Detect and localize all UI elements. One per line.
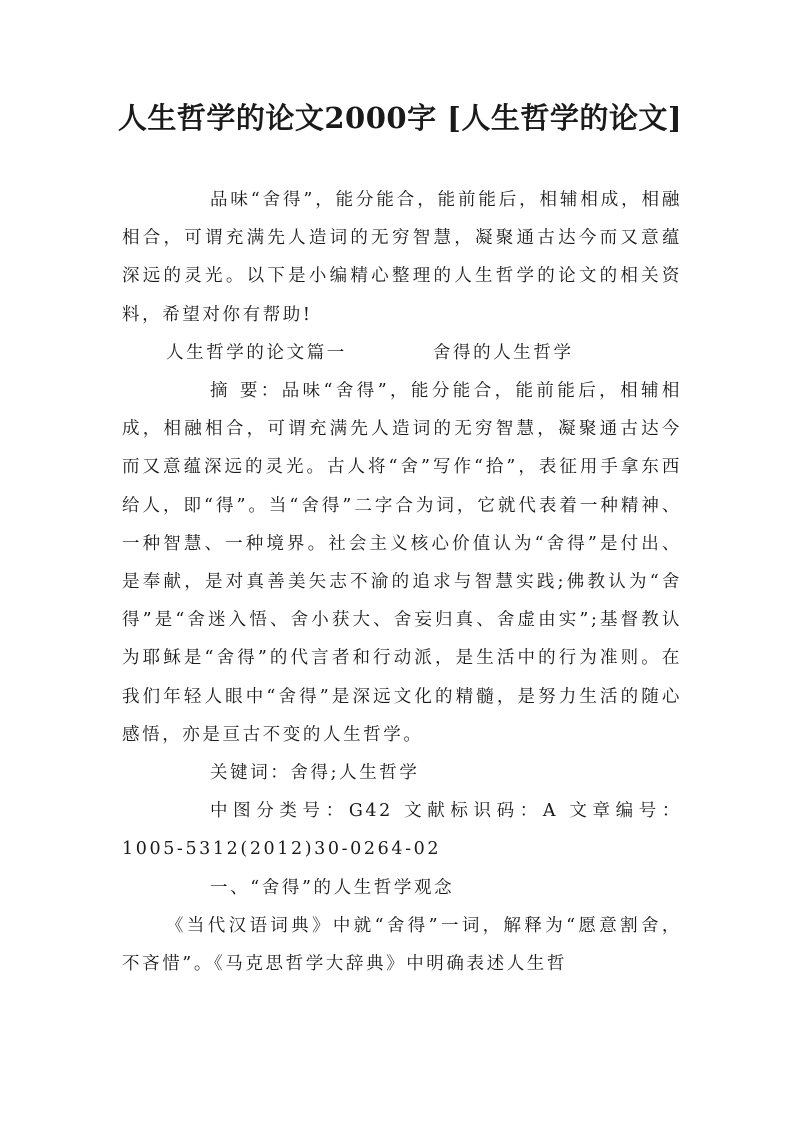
document-body bbox=[122, 181, 682, 983]
classification-line: 中图分类号：G42 文献标识码：A 文章编号：1005-5312(2012)30-0264-02 bbox=[122, 801, 682, 860]
abstract-paragraph: 摘 要：品味“舍得”，能分能合，能前能后，相辅相成，相融相合，可谓充满先人造词的无穷智慧，凝聚通古达今而又意蕴深远的灵光。古人将“舍”写作“拾”，表征用手拿东西给人，即“得”。当“舍得”二字合为词，它就代表着一种精神、一种智慧、一种境界。社会主义核心价值认为“舍得”是付出、是奉献，是对真善美矢志不渝的追求与智慧实践;佛教认为“舍得”是“舍迷入悟、舍小获大、舍妄归真、舍虚由实”;基督教认为耶稣是“舍得”的代言者和行动派，是生活中的行为准则。在我们年轻人眼中“舍得”是深远文化的精髓，是努力生活的随心感悟，亦是亘古不变的人生哲学。 bbox=[122, 381, 682, 745]
document-title: 人生哲学的论文2000字 [人生哲学的论文] bbox=[117, 101, 683, 135]
keywords-line: 关键词：舍得;人生哲学 bbox=[210, 763, 420, 784]
subheading-1: 一、“舍得”的人生哲学观念 bbox=[210, 877, 455, 898]
heading-gap bbox=[347, 334, 433, 372]
intro-paragraph: 品味“舍得”，能分能合，能前能后，相辅相成，相融相合，可谓充满先人造词的无穷智慧，凝聚通古达今而又意蕴深远的灵光。以下是小编精心整理的人生哲学的论文的相关资料，希望对你有帮助! bbox=[122, 190, 682, 325]
paragraph-1: 《当代汉语词典》中就“舍得”一词，解释为“愿意割舍，不吝惜”。《马克思哲学大辞典》中明确表述人生哲 bbox=[122, 915, 682, 975]
section-heading-label: 人生哲学的论文篇一 bbox=[166, 342, 347, 363]
section-heading-subtitle: 舍得的人生哲学 bbox=[432, 342, 574, 363]
section-heading bbox=[122, 334, 682, 372]
